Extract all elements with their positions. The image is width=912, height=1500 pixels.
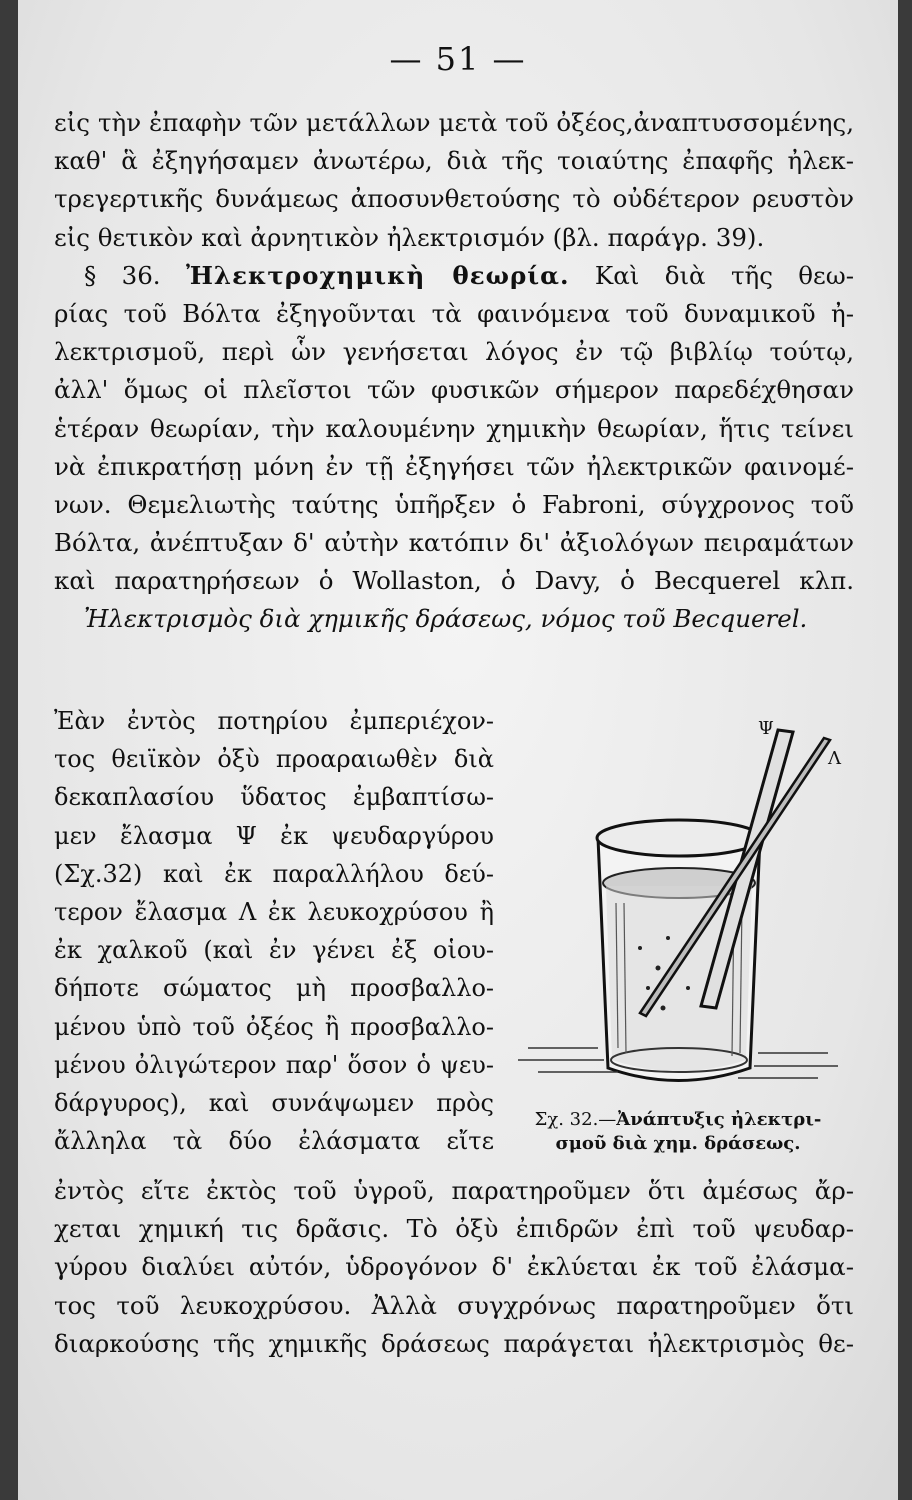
beaker-illustration (488, 708, 868, 1108)
text-line: ἐκ χαλκοῦ (καὶ ἐν γένει ἐξ οἱου- (54, 936, 494, 965)
page-number: — 51 — (389, 40, 527, 78)
text-line: δεκαπλασίου ὕδατος ἐμβαπτίσω- (54, 783, 494, 812)
section-title: Ἠλεκτροχημικὴ θεωρία. (185, 260, 570, 290)
text-line: ἀλλ' ὅμως οἱ πλεῖστοι τῶν φυσικῶν σήμερον παρεδέχθησαν (54, 375, 854, 405)
figure-beaker (488, 708, 868, 1108)
text-line: νων. Θεμελιωτὴς ταύτης ὑπῆρξεν ὁ Fabroni, σύγχρονος τοῦ (54, 489, 854, 519)
text-line: μεν ἔλασμα Ψ ἐκ ψευδαργύρου (54, 821, 494, 850)
text-line: καθ' ἃ ἐξηγήσαμεν ἀνωτέρω, διὰ τῆς τοιαύτης ἐπαφῆς ἠλεκ- (54, 146, 854, 176)
text-line: μένου ὑπὸ τοῦ ὀξέος ἢ προσβαλλο- (54, 1012, 494, 1041)
text-line: Ἐὰν ἐντὸς ποτηρίου ἐμπεριέχον- (54, 707, 494, 735)
caption-rest: σμοῦ διὰ χημ. δράσεως. (555, 1133, 801, 1154)
text-line: διαρκούσης τῆς χημικῆς δράσεως παράγεται ἠλεκτρισμὸς θε- (54, 1328, 854, 1358)
text-top (54, 104, 854, 639)
text-bottom (54, 1172, 854, 1363)
text-line: εἰς τὴν ἐπαφὴν τῶν μετάλλων μετὰ τοῦ ὀξέος,ἀναπτυσσομένης, (54, 108, 854, 137)
section-first-line: Καὶ διὰ τῆς θεω- (594, 260, 854, 290)
text-line: δήποτε σώματος μὴ προσβαλλο- (54, 974, 494, 1003)
text-line: δάργυρος), καὶ συνάψωμεν πρὸς (54, 1088, 494, 1117)
label-zinc: Ψ (758, 718, 774, 739)
section-heading-line (54, 257, 854, 295)
text-line: (Σχ.32) καὶ ἐκ παραλλήλου δεύ- (54, 859, 494, 888)
text-line: ἑτέραν θεωρίαν, τὴν καλουμένην χημικὴν θεωρίαν, ἥτις τείνει (54, 413, 854, 443)
text-line: τρεγερτικῆς δυνάμεως ἀποσυνθετούσης τὸ οὐδέτερον ρευστὸν (54, 184, 854, 214)
caption-title: Ἀνάπτυξις ἠλεκτρι- (616, 1109, 822, 1130)
text-line: ἄλληλα τὰ δύο ἐλάσματα εἴτε (54, 1127, 494, 1156)
subheading: Ἠλεκτρισμὸς διὰ χημικῆς δράσεως, νόμος τοῦ Becquerel. (84, 604, 808, 634)
text-line: ἐντὸς εἴτε ἐκτὸς τοῦ ὑγροῦ, παρατηροῦμεν ὅτι ἀμέσως ἄρ- (54, 1176, 854, 1205)
text-line: τος τοῦ λευκοχρύσου. Ἀλλὰ συγχρόνως παρατηροῦμεν ὅτι (54, 1290, 854, 1320)
text-line: Βόλτα, ἀνέπτυξαν δ' αὐτὴν κατόπιν δι' ἀξιολόγων πειραμάτων (54, 528, 854, 558)
text-left-column (54, 702, 494, 1160)
text-line: γύρου διαλύει αὐτόν, ὑδρογόνον δ' ἐκλύεται ἐκ τοῦ ἐλάσμα- (54, 1252, 854, 1282)
text-line: χεται χημική τις δρᾶσις. Τὸ ὀξὺ ἐπιδρῶν ἐπὶ τοῦ ψευδαρ- (54, 1214, 854, 1244)
caption-number: Σχ. 32.— (534, 1109, 617, 1130)
text-line: καὶ παρατηρήσεων ὁ Wollaston, ὁ Davy, ὁ Becquerel κλπ. (54, 566, 854, 596)
text-line: τος θειϊκὸν ὀξὺ προαραιωθὲν διὰ (54, 745, 494, 774)
section-number: § 36. (84, 260, 161, 290)
text-line: μένου ὀλιγώτερον παρ' ὅσον ὁ ψευ- (54, 1050, 494, 1079)
text-line: ρίας τοῦ Βόλτα ἐξηγοῦνται τὰ φαινόμενα τοῦ δυναμικοῦ ἠ- (54, 298, 854, 328)
text-line: τερον ἔλασμα Λ ἐκ λευκοχρύσου ἢ (54, 897, 494, 926)
text-line: εἰς θετικὸν καὶ ἀρνητικὸν ἠλεκτρισμόν (βλ. παράγρ. 39). (54, 222, 765, 252)
figure-caption (488, 1108, 868, 1156)
label-platinum: Λ (828, 748, 841, 769)
text-line: νὰ ἐπικρατήσῃ μόνη ἐν τῇ ἐξηγήσει τῶν ἠλεκτρικῶν φαινομέ- (54, 451, 854, 481)
text-line: λεκτρισμοῦ, περὶ ὧν γενήσεται λόγος ἐν τῷ βιβλίῳ τούτῳ, (54, 337, 854, 367)
book-page (18, 0, 898, 1500)
